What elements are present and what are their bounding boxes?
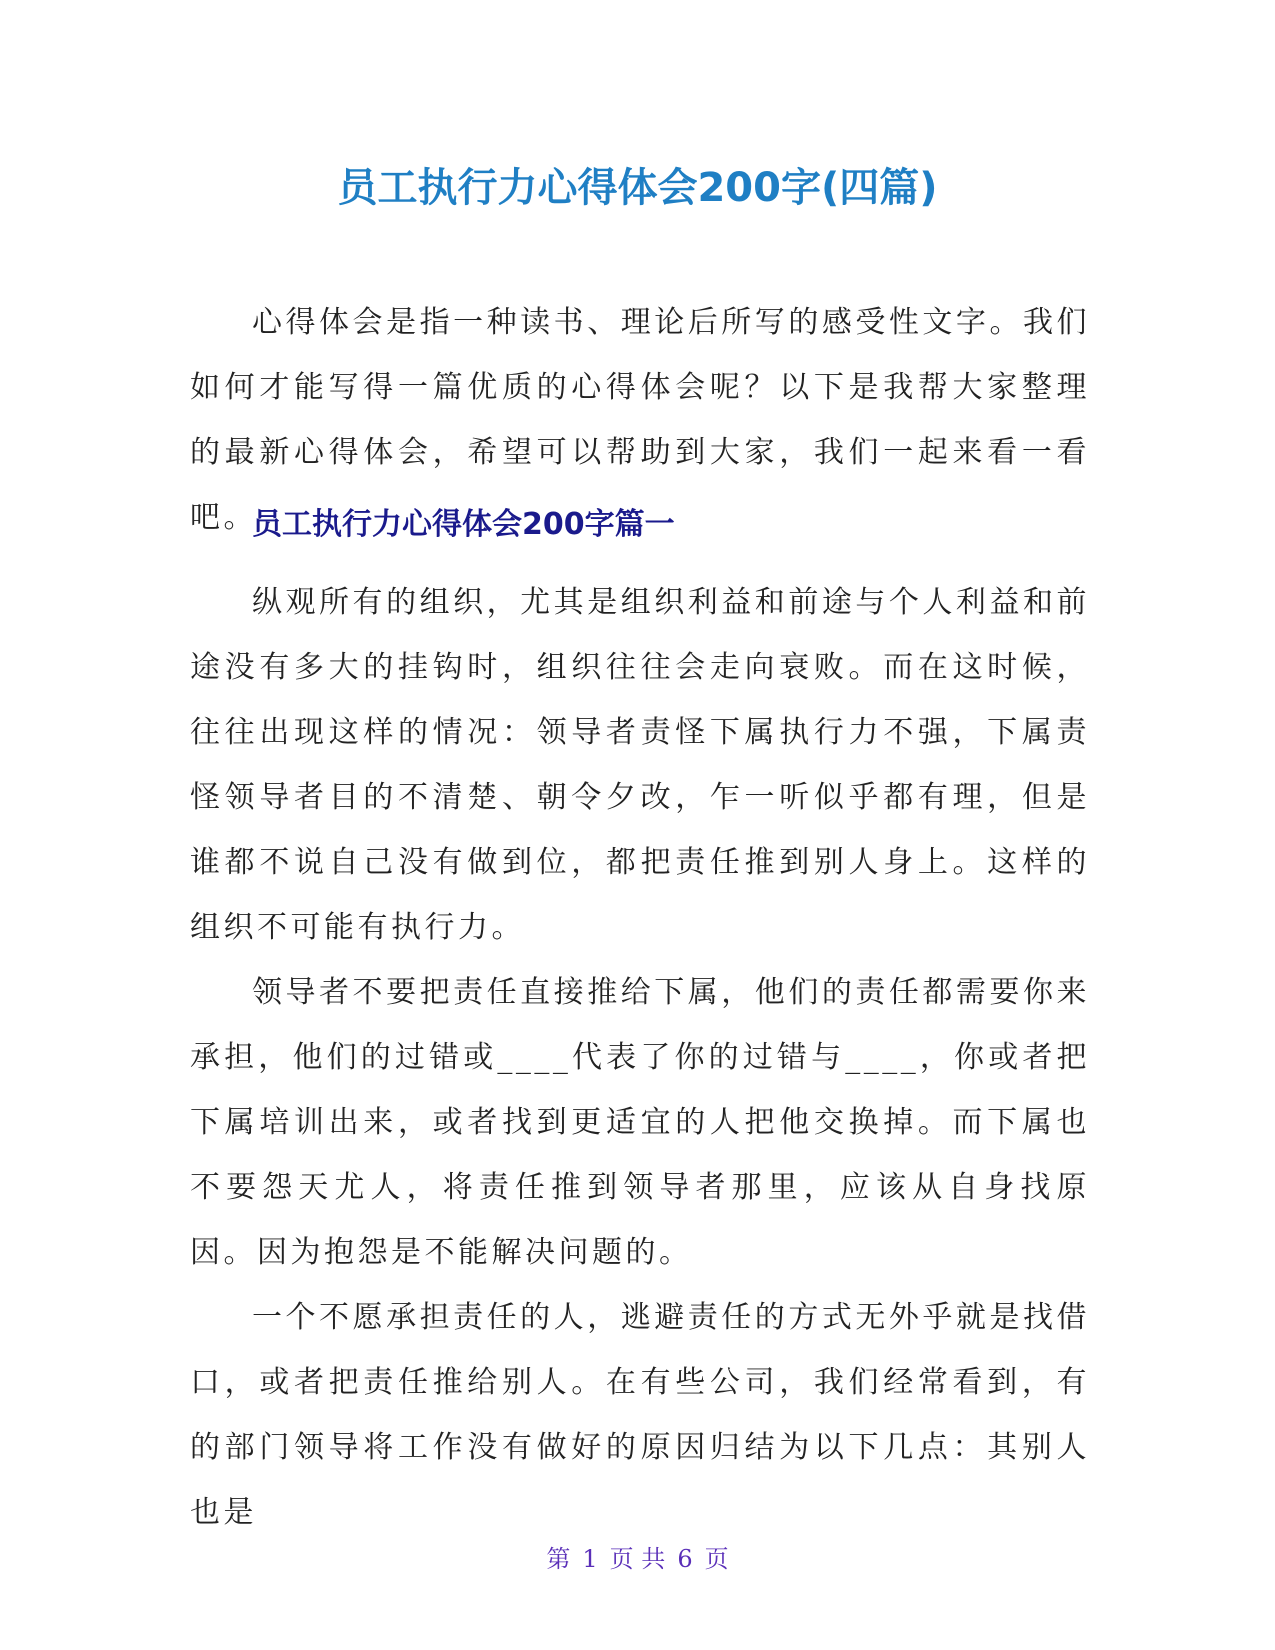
body-paragraph-2: 领导者不要把责任直接推给下属，他们的责任都需要你来承担，他们的过错或____代表了你的过错与____，你或者把下属培训出来，或者找到更适宜的人把他交换掉。而下属也不要怨天尤人，将责任推到领导者那里，应该从自身找原因。因为抱怨是不能解决问题的。 — [190, 975, 1090, 1270]
footer-page-number: 1 — [582, 1545, 598, 1573]
footer-suffix: 页 — [704, 1545, 729, 1573]
page-footer — [0, 1543, 1275, 1575]
body-paragraph-3: 一个不愿承担责任的人，逃避责任的方式无外乎就是找借口，或者把责任推给别人。在有些公司，我们经常看到，有的部门领导将工作没有做好的原因归结为以下几点：其别人也是 — [190, 1300, 1090, 1530]
document-title: 员工执行力心得体会200字(四篇) — [337, 165, 938, 211]
intro-paragraph: 心得体会是指一种读书、理论后所写的感受性文字。我们如何才能写得一篇优质的心得体会呢？以下是我帮大家整理的最新心得体会，希望可以帮助到大家，我们一起来看一看吧。 — [190, 305, 1090, 535]
body-paragraph-1: 纵观所有的组织，尤其是组织利益和前途与个人利益和前途没有多大的挂钩时，组织往往会走向衰败。而在这时候，往往出现这样的情况：领导者责怪下属执行力不强，下属责怪领导者目的不清楚、朝令夕改，乍一听似乎都有理，但是谁都不说自己没有做到位，都把责任推到别人身上。这样的组织不可能有执行力。 — [190, 585, 1090, 945]
footer-middle: 页 共 — [609, 1545, 666, 1573]
footer-prefix: 第 — [546, 1545, 571, 1573]
footer-total-pages: 6 — [677, 1545, 693, 1573]
section-heading: 员工执行力心得体会200字篇一 — [252, 507, 675, 542]
